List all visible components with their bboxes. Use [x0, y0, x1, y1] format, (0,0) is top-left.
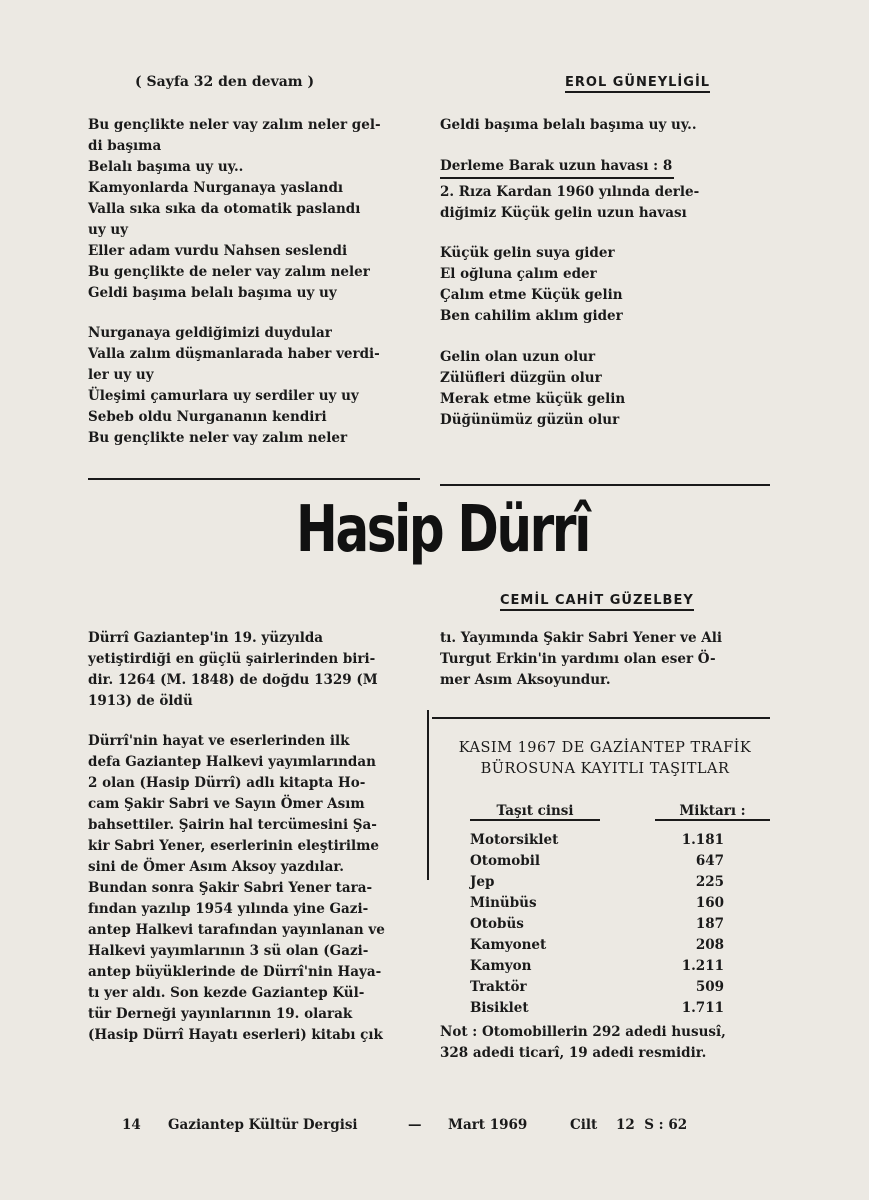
- poem-right-stanza-2: Gelin olan uzun olur Zülüfleri düzgün olur Merak etme küçük gelin Düğünümüz güzün olur: [440, 349, 626, 428]
- vehicle-type: Jep: [470, 873, 495, 890]
- column-header-type: Taşıt cinsi: [470, 803, 600, 821]
- table-row: [470, 976, 724, 997]
- section-divider-right: [440, 484, 770, 486]
- article-paragraph-2: Dürrî'nin hayat ve eserlerinden ilk defa Gaziantep Halkevi yayımlarından 2 olan (Hasip Dürrî) adlı kitapta Ho- cam Şakir Sabri ve Sayın Ömer Asım bahsettiler. Şairin hal tercümesini Şa- kir Sabri Yener, eserlerinin eleştirilme sini de Ömer Asım Aksoy yazdılar. Bundan sonra Şakir Sabri Yener tara- fından yazılıp 1954 yılında yine Gazi- antep Halkevi tarafından yayınlanan ve Halkevi yayımlarının 3 sü olan (Gazi- antep büyüklerinde de Dürrî'nin Haya- tı yer aldı. Son kezde Gaziantep Kül- tür Derneği yayınlarının 19. olarak (Hasip Dürrî Hayatı eserleri) kitabı çık: [88, 733, 385, 1043]
- vehicle-count: 208: [695, 936, 724, 953]
- page-number: 14: [122, 1117, 141, 1133]
- traffic-rows: [470, 829, 724, 1018]
- table-row: [470, 871, 724, 892]
- vehicle-type: Motorsiklet: [470, 831, 559, 848]
- traffic-table: [470, 803, 770, 1018]
- vehicle-count: 187: [695, 915, 724, 932]
- poem-left-stanza-2: Nurganaya geldiğimizi duydular Valla zalım düşmanlarada haber verdi- ler uy uy Üleşimi çamurlara uy serdiler uy uy Sebeb oldu Nurgananın kendiri Bu gençlikte neler vay zalım neler: [88, 325, 380, 446]
- poem-right-stanza-1: Küçük gelin suya gider El oğluna çalım eder Çalım etme Küçük gelin Ben cahilim aklım gider: [440, 245, 623, 324]
- continued-note: ( Sayfa 32 den devam ): [135, 74, 315, 90]
- vehicle-count: 509: [695, 978, 724, 995]
- article-paragraph-1: Dürrî Gaziantep'in 19. yüzyılda yetiştirdiği en güçlü şairlerinden biri- dir. 1264 (M. 1848) de doğdu 1329 (M 1913) de öldü: [88, 630, 378, 709]
- vehicle-count: 1.711: [681, 999, 724, 1016]
- table-row: [470, 997, 724, 1018]
- table-box-top-rule: [432, 717, 770, 719]
- table-row: [470, 829, 724, 850]
- vehicle-count: 1.181: [681, 831, 724, 848]
- column-header-quantity: Miktarı :: [655, 803, 770, 821]
- volume-issue: Cilt 12 S : 62: [570, 1117, 688, 1133]
- poem-left-stanza-1: Bu gençlikte neler vay zalım neler gel- di başıma Belalı başıma uy uy.. Kamyonlarda Nurganaya yaslandı Valla sıka sıka da otomatik paslandı uy uy Eller adam vurdu Nahsen seslendi Bu gençlikte de neler vay zalım neler Geldi başıma belalı başıma uy uy: [88, 117, 381, 301]
- vehicle-count: 1.211: [681, 957, 724, 974]
- traffic-note: Not : Otomobillerin 292 adedi hususî, 328 adedi ticarî, 19 adedi resmidir.: [440, 1024, 726, 1061]
- vehicle-type: Otobüs: [470, 915, 524, 932]
- poem-right-line: Geldi başıma belalı başıma uy uy..: [440, 117, 697, 133]
- article-title: Hasip Dürrî: [296, 493, 589, 567]
- traffic-table-header: [470, 803, 770, 821]
- vehicle-type: Otomobil: [470, 852, 540, 869]
- vehicle-count: 647: [695, 852, 724, 869]
- column-divider: [427, 710, 429, 880]
- vehicle-type: Bisiklet: [470, 999, 529, 1016]
- section-divider-left: [88, 478, 420, 480]
- table-row: [470, 934, 724, 955]
- article-paragraph-3: tı. Yayımında Şakir Sabri Yener ve Ali Turgut Erkin'in yardımı olan eser Ö- mer Asım Aksoyundur.: [440, 630, 722, 688]
- poem-right-intro: 2. Rıza Kardan 1960 yılında derle- diğimiz Küçük gelin uzun havası: [440, 184, 700, 221]
- vehicle-count: 160: [695, 894, 724, 911]
- vehicle-type: Kamyonet: [470, 936, 547, 953]
- article-author: CEMİL CAHİT GÜZELBEY: [500, 593, 694, 611]
- table-row: [470, 913, 724, 934]
- vehicle-type: Kamyon: [470, 957, 532, 974]
- table-row: [470, 892, 724, 913]
- table-row: [470, 850, 724, 871]
- compilation-note: Derleme Barak uzun havası : 8: [440, 156, 674, 179]
- vehicle-type: Minübüs: [470, 894, 537, 911]
- footer-dash: —: [408, 1117, 422, 1133]
- poem-author: EROL GÜNEYLİGİL: [565, 75, 710, 93]
- vehicle-count: 225: [695, 873, 724, 890]
- traffic-table-title: KASIM 1967 DE GAZİANTEP TRAFİK BÜROSUNA KAYITLI TAŞITLAR: [458, 740, 752, 777]
- vehicle-type: Traktör: [470, 978, 527, 995]
- journal-name: Gaziantep Kültür Dergisi: [168, 1117, 358, 1133]
- issue-date: Mart 1969: [448, 1117, 528, 1133]
- table-row: [470, 955, 724, 976]
